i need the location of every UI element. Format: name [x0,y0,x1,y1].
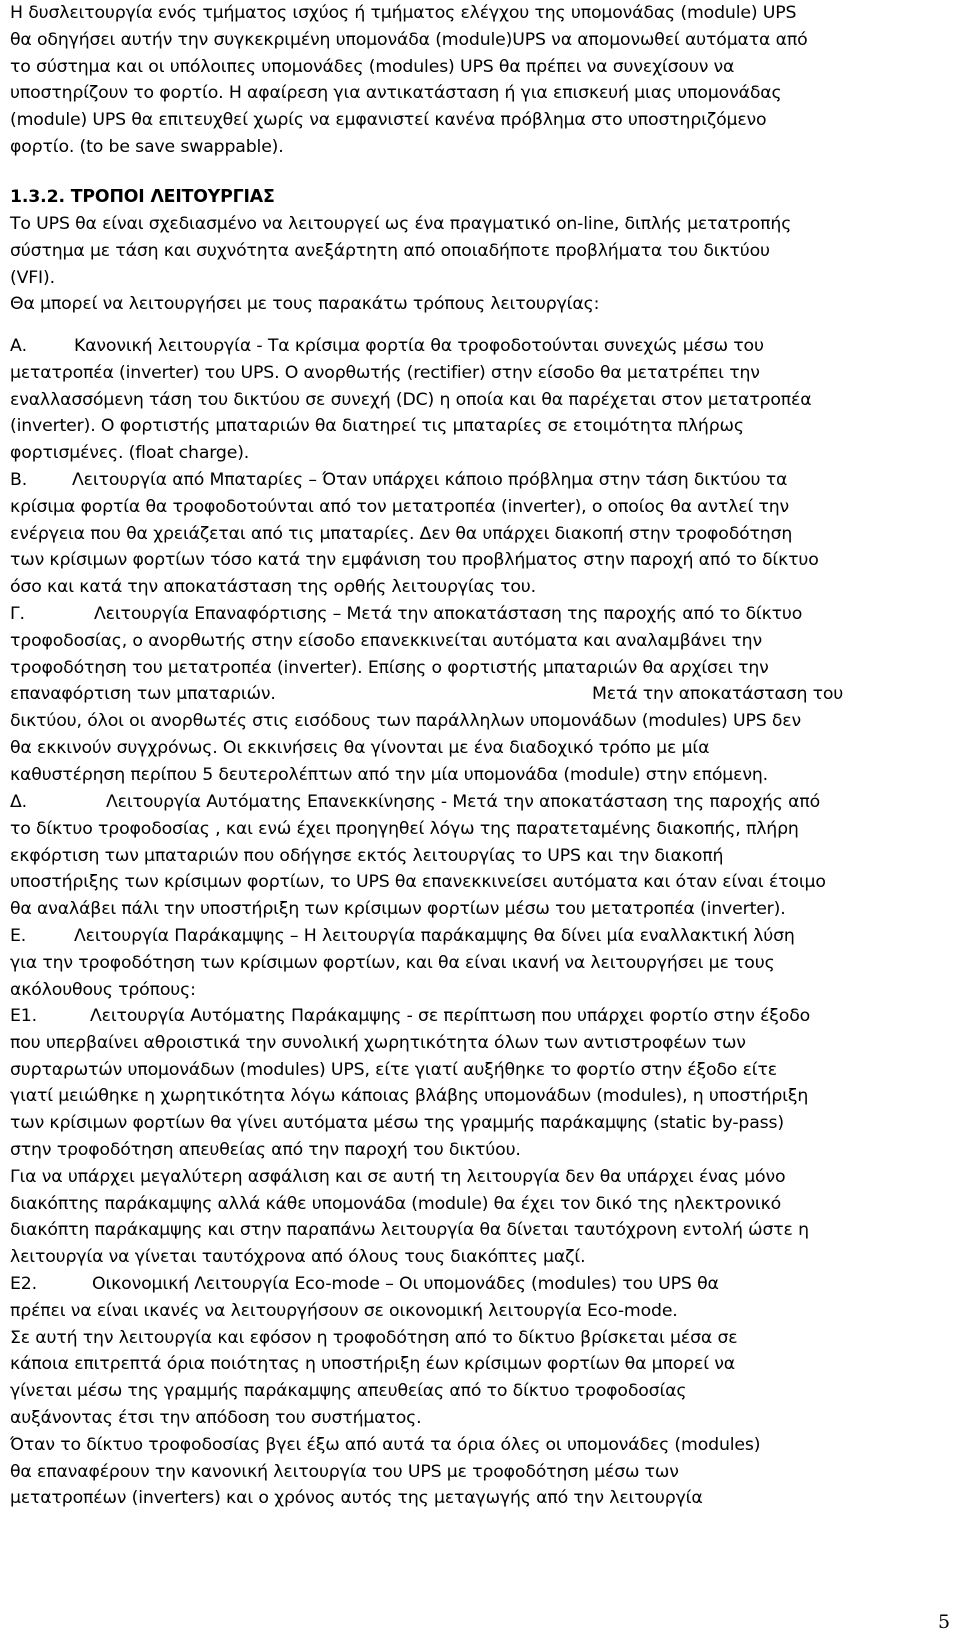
section-title: ΤΡΟΠΟΙ ΛΕΙΤΟΥΡΓΙΑΣ [70,187,275,207]
body-line: Μετά την αποκατάσταση του [592,684,844,705]
body-line: επαναφόρτιση των μπαταριών. [10,684,276,705]
mode-e-marker: Ε. [10,926,27,946]
body-line: εναλλασσόμενη τάση του δικτύου σε συνεχή (DC) η οποία και θα παρέχεται στον μετατροπέα [10,389,812,410]
body-line: ενέργεια που θα χρειάζεται από τις μπαταρίες. Δεν θα υπάρχει διακοπή στην τροφοδότηση [10,523,793,544]
body-line: διακόπτης παράκαμψης αλλά κάθε υπομονάδα (module) θα έχει τον δικό της ηλεκτρονικό [10,1193,782,1214]
intro-paragraph [10,0,956,161]
mode-c [10,601,956,789]
body-line: γιατί μειώθηκε η χωρητικότητα λόγω κάποιας βλάβης υπομονάδων (modules), η υποστήριξη [10,1086,809,1107]
body-line: τροφοδοσίας, ο ανορθωτής στην είσοδο επανεκκινείται αυτόματα και αναλαμβάνει την [10,630,762,651]
body-line: στην τροφοδότηση απευθείας από την παροχή του δικτύου. [10,1139,521,1160]
mode-d-marker: Δ. [10,792,28,812]
intro-line: Η δυσλειτουργία ενός τμήματος ισχύος ή τμήματος ελέγχου της υπομονάδας (module) UPS [10,3,797,23]
body-line: μετατροπέων (inverters) και ο χρόνος αυτός της μεταγωγής από την λειτουργία [10,1488,703,1509]
body-line: κάποια επιτρεπτά όρια ποιότητας η υποστήριξη έων κρίσιμων φορτίων θα μπορεί να [10,1354,735,1375]
mode-b-title-line: Λειτουργία από Μπαταρίες – Όταν υπάρχει κάποιο πρόβλημα στην τάση δικτύου τα [72,470,788,490]
body-line: θα αναλάβει πάλι την υποστήριξη των κρίσιμων φορτίων μέσω του μετατροπέα (inverter). [10,899,786,920]
mode-e2 [10,1271,956,1512]
body-line: Σε αυτή την λειτουργία και εφόσον η τροφοδότηση από το δίκτυο βρίσκεται μέσα σε [10,1327,738,1348]
mode-c-marker: Γ. [10,604,25,624]
body-line: Για να υπάρχει μεγαλύτερη ασφάλιση και σε αυτή τη λειτουργία δεν θα υπάρχει ένας μόνο [10,1166,786,1187]
mode-a-marker: Α. [10,336,28,356]
body-line: για την τροφοδότηση των κρίσιμων φορτίων, και θα είναι ικανή να λειτουργήσει με τους [10,952,775,973]
body-line: θα εκκινούν συγχρόνως. Οι εκκινήσεις θα γίνονται με ένα διαδοχικό τρόπο με μία [10,737,710,758]
section-body [10,211,956,318]
body-line: που υπερβαίνει αθροιστικά την συνολική χωρητικότητα όλων των αντιστροφέων των [10,1032,746,1053]
body-line: καθυστέρηση περίπου 5 δευτερολέπτων από την μία υπομονάδα (module) στην επόμενη. [10,764,768,785]
section-heading [10,184,956,211]
body-line: διακόπτη παράκαμψης και στην παραπάνω λειτουργία θα δίνεται ταυτόχρονη εντολή ώστε η [10,1220,809,1241]
body-line: γίνεται μέσω της γραμμής παράκαμψης απευθείας από το δίκτυο τροφοδοσίας [10,1381,687,1402]
intro-line: το σύστημα και οι υπόλοιπες υπομονάδες (modules) UPS θα πρέπει να συνεχίσουν να [10,56,735,77]
mode-e-title-line: Λειτουργία Παράκαμψης – Η λειτουργία παράκαμψης θα δίνει μία εναλλακτική λύση [74,926,795,946]
page-number: 5 [938,1611,950,1633]
mode-e [10,923,956,1003]
body-line: Θα μπορεί να λειτουργήσει με τους παρακάτω τρόπους λειτουργίας: [10,294,600,315]
body-line: το δίκτυο τροφοδοσίας , και ενώ έχει προηγηθεί λόγω της παρατεταμένης διακοπής, πλήρη [10,818,799,839]
body-line: των κρίσιμων φορτίων τόσο κατά την εμφάνιση του προβλήματος στην παροχή από το δίκτυο [10,550,819,571]
body-line: μετατροπέα (inverter) του UPS. Ο ανορθωτής (rectifier) στην είσοδο θα μετατρέπει την [10,362,760,383]
mode-e2-title-line: Οικονομική Λειτουργία Eco-mode – Οι υπομονάδες (modules) του UPS θα [92,1274,719,1294]
body-line: κρίσιμα φορτία θα τροφοδοτούνται από τον μετατροπέα (inverter), ο οποίος θα αντλεί την [10,496,790,517]
mode-e1-title-line: Λειτουργία Αυτόματης Παράκαμψης - σε περίπτωση που υπάρχει φορτίο στην έξοδο [90,1006,811,1026]
section-number: 1.3.2. [10,187,65,207]
body-line: αυξάνοντας έτσι την απόδοση του συστήματος. [10,1407,422,1428]
intro-line: θα οδηγήσει αυτήν την συγκεκριμένη υπομονάδα (module)UPS να απομονωθεί αυτόματα από [10,29,808,50]
body-line: φορτισμένες. (float charge). [10,443,250,464]
body-line: ακόλουθους τρόπους: [10,979,196,1000]
mode-e1-marker: Ε1. [10,1006,37,1026]
mode-d [10,789,956,923]
body-line: (VFI). [10,267,55,288]
intro-line: φορτίο. (to be save swappable). [10,136,284,157]
body-line: πρέπει να είναι ικανές να λειτουργήσουν σε οικονομική λειτουργία Eco-mode. [10,1300,678,1321]
body-line: σύστημα με τάση και συχνότητα ανεξάρτητη από οποιαδήποτε προβλήματα του δικτύου [10,240,770,261]
mode-b [10,467,956,601]
body-line: των κρίσιμων φορτίων θα γίνει αυτόματα μέσω της γραμμής παράκαμψης (static by-pass) [10,1113,784,1134]
mode-e1 [10,1003,956,1271]
body-line: όσο και κατά την αποκατάσταση της ορθής λειτουργίας του. [10,577,536,598]
mode-e2-marker: Ε2. [10,1274,37,1294]
body-line: λειτουργία να γίνεται ταυτόχρονα από όλους τους διακόπτες μαζί. [10,1247,586,1268]
body-line: συρταρωτών υπομονάδων (modules) UPS, είτε γιατί αυξήθηκε το φορτίο στην έξοδο είτε [10,1059,777,1080]
mode-a [10,333,956,467]
body-line: τροφοδότηση του μετατροπέα (inverter). Επίσης ο φορτιστής μπαταριών θα αρχίσει την [10,657,769,678]
mode-a-title-line: Κανονική λειτουργία - Τα κρίσιμα φορτία θα τροφοδοτούνται συνεχώς μέσω του [74,336,764,356]
body-line: δικτύου, όλοι οι ανορθωτές στις εισόδους των παράλληλων υπομονάδων (modules) UPS δεν [10,711,801,732]
body-line: Όταν το δίκτυο τροφοδοσίας βγει έξω από αυτά τα όρια όλες οι υπομονάδες (modules) [10,1434,761,1455]
body-line: (inverter). Ο φορτιστής μπαταριών θα διατηρεί τις μπαταρίες σε ετοιμότητα πλήρως [10,416,744,437]
body-line: υποστήριξης των κρίσιμων φορτίων, το UPS θα επανεκκινείσει αυτόματα και όταν είναι έτοιμο [10,872,826,893]
mode-b-marker: Β. [10,470,28,490]
body-line: εκφόρτιση των μπαταριών που οδήγησε εκτός λειτουργίας το UPS και την διακοπή [10,845,724,866]
body-line: θα επαναφέρουν την κανονική λειτουργία του UPS με τροφοδότηση μέσω των [10,1461,679,1482]
mode-d-title-line: Λειτουργία Αυτόματης Επανεκκίνησης - Μετά την αποκατάσταση της παροχής από [106,792,820,812]
intro-line: (module) UPS θα επιτευχθεί χωρίς να εμφανιστεί κανένα πρόβλημα στο υποστηριζόμενο [10,110,767,131]
mode-c-title-line: Λειτουργία Επαναφόρτισης – Μετά την αποκατάσταση της παροχής από το δίκτυο [94,604,803,624]
intro-line: υποστηρίζουν το φορτίο. Η αφαίρεση για αντικατάσταση ή για επισκευή μιας υπομονάδας [10,83,782,104]
body-line: Το UPS θα είναι σχεδιασμένο να λειτουργεί ως ένα πραγματικό on-line, διπλής μετατροπής [10,214,792,234]
